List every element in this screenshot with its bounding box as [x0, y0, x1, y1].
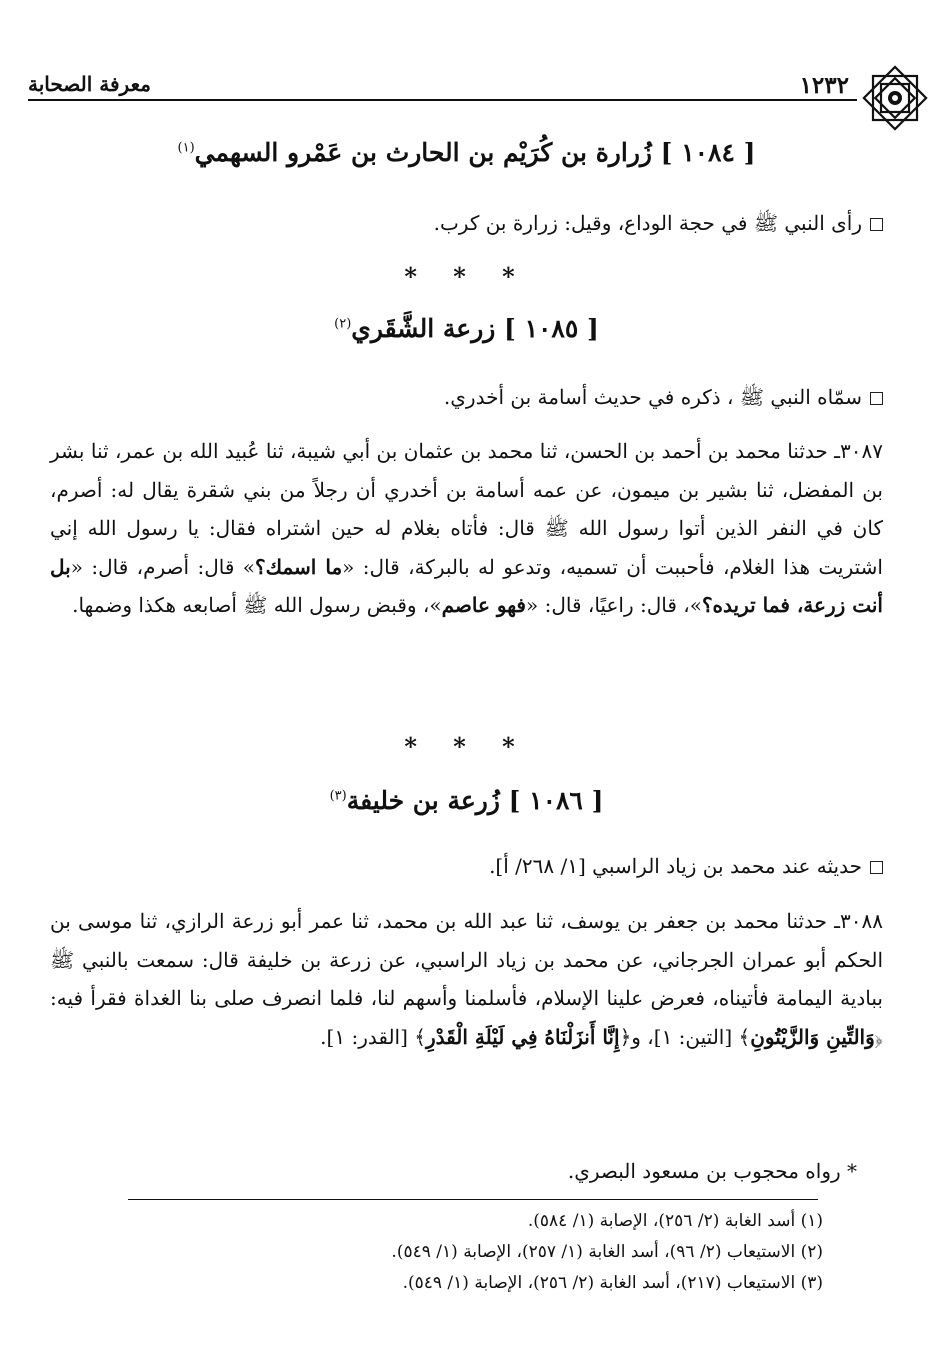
- hadith-3088-paragraph: [50, 902, 883, 1056]
- hadith-3087-text-1: ٣٠٨٧ـ حدثنا محمد بن أحمد بن الحسن، ثنا محمد بن عثمان بن أبي شيبة، ثنا عُبيد الله بن عمر، ثنا بشر بن المفضل، ثنا بشير بن ميمون، عن عمه أسامة بن أخدري أن رجلاً من بني شقرة يقال له: أصرم، كان في النفر الذين أتوا رسول الله ﷺ قال: فأتاه بغلام له حين اشتراه فقال: يا رسول الله إني اشتريت هذا الغلام، فأحببت أن تسميه، وتدعو له بالبركة، قال: «: [50, 439, 883, 579]
- section-separator: * * *: [404, 732, 529, 761]
- footnote-ref-1: (١): [177, 140, 195, 156]
- hadith-3088-text-2: ﴾ [التين: ١]، و﴿: [619, 1024, 751, 1049]
- entry-1085-note: [50, 381, 883, 413]
- entry-1086-text: حديثه عند محمد بن زياد الراسبي [١/ ٢٦٨/ أ].: [489, 854, 862, 878]
- header-rule: [28, 99, 857, 101]
- hadith-3087-text-3: »، قال: راعيًا، قال: «: [526, 593, 702, 617]
- narration-note: * رواه محجوب بن مسعود البصري.: [567, 1159, 857, 1183]
- hadith-3087-quote-1: ما اسمك؟: [255, 554, 343, 579]
- entry-1084-note: [50, 207, 883, 239]
- entry-1086-note: [50, 850, 883, 882]
- footnote-ref-2: (٢): [334, 316, 352, 332]
- hadith-3088-quran-2: إِنَّا أَنزَلْنَاهُ فِي لَيْلَةِ الْقَدْرِ: [426, 1024, 620, 1049]
- hadith-3088-quran-1: وَالتِّينِ وَالزَّيْتُونِ: [750, 1024, 875, 1049]
- hadith-3087-quote-2: بل أنت زرعة، فما تريده؟: [50, 554, 883, 617]
- entry-1084-title: [ ١٠٨٤ ] زُرارة بن كُرَيْم بن الحارث بن عَمْرو السهمي: [194, 138, 756, 167]
- footnotes: [300, 1206, 823, 1299]
- entry-1085-text: سمّاه النبي ﷺ ، ذكره في حديث أسامة بن أخدري.: [443, 385, 862, 409]
- entry-1085-heading: [50, 314, 883, 343]
- octagram-ornament-icon: [861, 64, 929, 132]
- footnote-ref-3: (٣): [329, 788, 347, 804]
- square-bullet-icon: [870, 218, 883, 231]
- page-number: ١٢٣٢: [799, 72, 849, 99]
- entry-1084-text: رأى النبي ﷺ في حجة الوداع، وقيل: زرارة بن كرب.: [433, 211, 862, 235]
- footnote-rule: [128, 1199, 818, 1200]
- square-bullet-icon: [870, 861, 883, 874]
- running-title: معرفة الصحابة: [28, 72, 151, 96]
- entry-1084-heading: [50, 138, 883, 167]
- square-bullet-icon: [870, 392, 883, 405]
- footnote-2: (٢) الاستيعاب (٢/ ٩٦)، أسد الغابة (١/ ٢٥٧)، الإصابة (١/ ٥٤٩).: [391, 1242, 823, 1262]
- entry-1086-title: [ ١٠٨٦ ] زُرعة بن خليفة: [346, 786, 604, 815]
- hadith-3087-paragraph: [50, 432, 883, 625]
- hadith-3087-quote-3: فهو عاصم: [441, 593, 526, 617]
- hadith-3087-text-4: »، وقبض رسول الله ﷺ أصابعه هكذا وضمها.: [72, 593, 442, 617]
- hadith-3088-text-3: ﴾ [القدر: ١].: [320, 1024, 426, 1049]
- entry-1086-heading: [50, 786, 883, 815]
- footnote-3: (٣) الاستيعاب (٢١٧)، أسد الغابة (٢/ ٢٥٦)، الإصابة (١/ ٥٤٩).: [402, 1273, 823, 1293]
- section-separator: * * *: [404, 262, 529, 291]
- footnote-1: (١) أسد الغابة (٢/ ٢٥٦)، الإصابة (١/ ٥٨٤).: [527, 1211, 823, 1231]
- hadith-3087-text-2: » قال: أصرم، قال: «: [70, 554, 256, 579]
- hadith-3088-text-1: ٣٠٨٨ـ حدثنا محمد بن جعفر بن يوسف، ثنا عبد الله بن محمد، ثنا عمر أبو زرعة الرازي، ثنا موسى بن الحكم أبو عمران الجرجاني، عن محمد بن زياد الراسبي، عن زرعة بن خليفة قال: سمعت بالنبي ﷺ ببادية اليمامة فأتيناه، فعرض علينا الإسلام، فأسلمنا وأسهم لنا، فلما انصرف صلى بنا الغداة فقرأ فيه: ﴿: [50, 909, 883, 1049]
- entry-1085-title: [ ١٠٨٥ ] زرعة الشَّقَري: [351, 314, 599, 343]
